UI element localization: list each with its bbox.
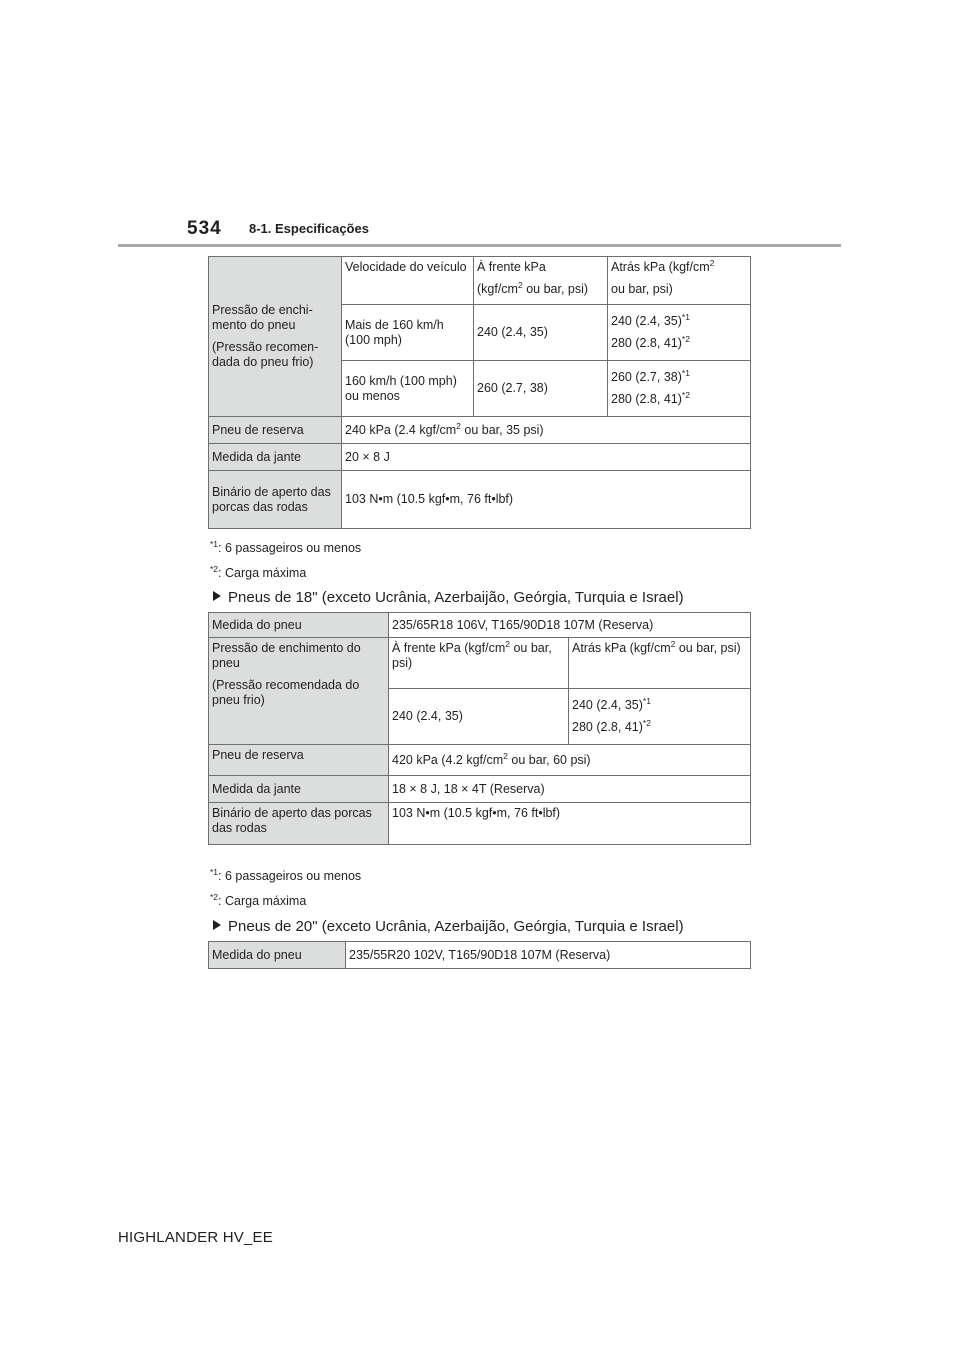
speed-header: Velocidade do veículo [345,260,467,274]
footnote-ref-1: *1 [681,368,690,378]
heading-text: Pneus de 20" (exceto Ucrânia, Azerbaijão, Geórgia, Turquia e Israel) [228,918,684,935]
front-header-b2: ou bar, psi) [526,282,589,296]
spare-value-b: ou bar, 60 psi) [507,752,591,767]
speed-cell: Mais de 160 km/h (100 mph) [342,305,474,361]
footnote-ref-2: *2 [681,334,690,344]
tire-size-value: 235/65R18 106V, T165/90D18 107M (Reserva) [389,613,751,638]
tire-size-label: Medida do pneu [209,613,389,638]
front-header-a: À frente kPa [477,260,546,274]
rear-value-2: 280 (2.8, 41) [611,392,682,406]
squared-superscript: 2 [517,280,523,290]
footnote-text: : Carga máxima [218,566,307,580]
footnote-text: : 6 passageiros ou menos [218,869,362,883]
footer-model-code: HIGHLANDER HV_EE [118,1229,273,1246]
rear-header-cell [608,257,751,305]
footnote-2 [210,894,306,908]
pressure-label: Pressão de enchimento do pneu [212,641,361,670]
section-title: 8-1. Especificações [249,221,369,236]
footnote-ref-1: *1 [681,312,690,322]
rear-value-1: 260 (2.7, 38) [611,370,682,384]
rear-pressure-cell [608,305,751,361]
spare-value-a: 240 kPa (2.4 kgf/cm [345,422,457,437]
spare-value-b: ou bar, 35 psi) [460,422,544,437]
squared-superscript: 2 [709,258,715,268]
tire-pressure-table-1 [208,256,751,529]
rear-pressure-cell [608,361,751,417]
arrow-right-icon [213,591,221,601]
footnote-mark: *2 [210,564,219,574]
pressure-label-cell [209,638,389,745]
rear-value-1: 240 (2.4, 35) [572,698,643,712]
rear-pressure-cell [569,689,751,745]
front-header-b: ou bar, psi) [392,641,552,670]
footnote-ref-1: *1 [642,696,651,706]
rear-header-b: ou bar, psi) [675,641,741,655]
torque-label: Binário de aperto das porcas das rodas [209,471,342,529]
page-number: 534 [187,218,222,239]
tire-size-label: Medida do pneu [209,942,346,969]
pressure-recommended-label: (Pressão recomendada do pneu frio) [212,678,360,707]
torque-label: Binário de aperto das porcas das rodas [209,803,389,845]
rear-value-1: 240 (2.4, 35) [611,314,682,328]
torque-value: 103 N•m (10.5 kgf•m, 76 ft•lbf) [342,471,751,529]
footnote-mark: *1 [210,867,219,877]
front-header-a: À frente kPa (kgf/cm [392,641,506,655]
front-header-cell [474,257,608,305]
tire-size-value: 235/55R20 102V, T165/90D18 107M (Reserva) [346,942,751,969]
spare-value-a: 420 kPa (4.2 kgf/cm [392,752,504,767]
footnote-1 [210,869,361,883]
front-pressure-cell: 240 (2.4, 35) [474,305,608,361]
front-pressure-cell: 260 (2.7, 38) [474,361,608,417]
front-header-b1: (kgf/cm [477,282,518,296]
footnote-1 [210,541,361,555]
header-divider [118,244,841,247]
footnote-mark: *1 [210,539,219,549]
rim-label: Medida da jante [209,776,389,803]
squared-superscript: 2 [503,750,508,761]
squared-superscript: 2 [505,639,510,649]
heading-18-inch [213,589,684,606]
rear-value-2: 280 (2.8, 41) [572,720,643,734]
rear-value-2: 280 (2.8, 41) [611,336,682,350]
footnote-ref-2: *2 [681,390,690,400]
rim-label: Medida da jante [209,444,342,471]
heading-text: Pneus de 18" (exceto Ucrânia, Azerbaijão, Geórgia, Turquia e Israel) [228,589,684,606]
squared-superscript: 2 [670,639,676,649]
rear-header-b: ou bar, psi) [611,282,673,296]
pressure-recommended-label: (Pressão recomen-dada do pneu frio) [212,340,319,369]
tire-spec-table-18-inch [208,612,751,845]
front-header-cell [389,638,569,689]
spare-label: Pneu de reserva [209,745,389,776]
rim-value: 20 × 8 J [342,444,751,471]
rim-value: 18 × 8 J, 18 × 4T (Reserva) [389,776,751,803]
heading-20-inch [213,918,684,935]
footnote-mark: *2 [210,892,219,902]
speed-cell: 160 km/h (100 mph) ou menos [342,361,474,417]
footnote-2 [210,566,306,580]
front-pressure-cell: 240 (2.4, 35) [389,689,569,745]
footnote-ref-2: *2 [642,718,651,728]
pressure-label: Pressão de enchi-mento do pneu [212,303,313,332]
pressure-label-cell [209,257,342,417]
footnote-text: : Carga máxima [218,894,307,908]
rear-header-a: Atrás kPa (kgf/cm [572,641,671,655]
squared-superscript: 2 [456,420,461,431]
footnote-text: : 6 passageiros ou menos [218,541,362,555]
rear-header-cell [569,638,751,689]
spare-value-cell [389,745,751,776]
arrow-right-icon [213,920,221,930]
spare-value-cell [342,417,751,444]
tire-spec-table-20-inch [208,941,751,969]
rear-header-a: Atrás kPa (kgf/cm [611,260,710,274]
torque-value: 103 N•m (10.5 kgf•m, 76 ft•lbf) [389,803,751,845]
spare-label: Pneu de reserva [209,417,342,444]
speed-header-cell [342,257,474,305]
